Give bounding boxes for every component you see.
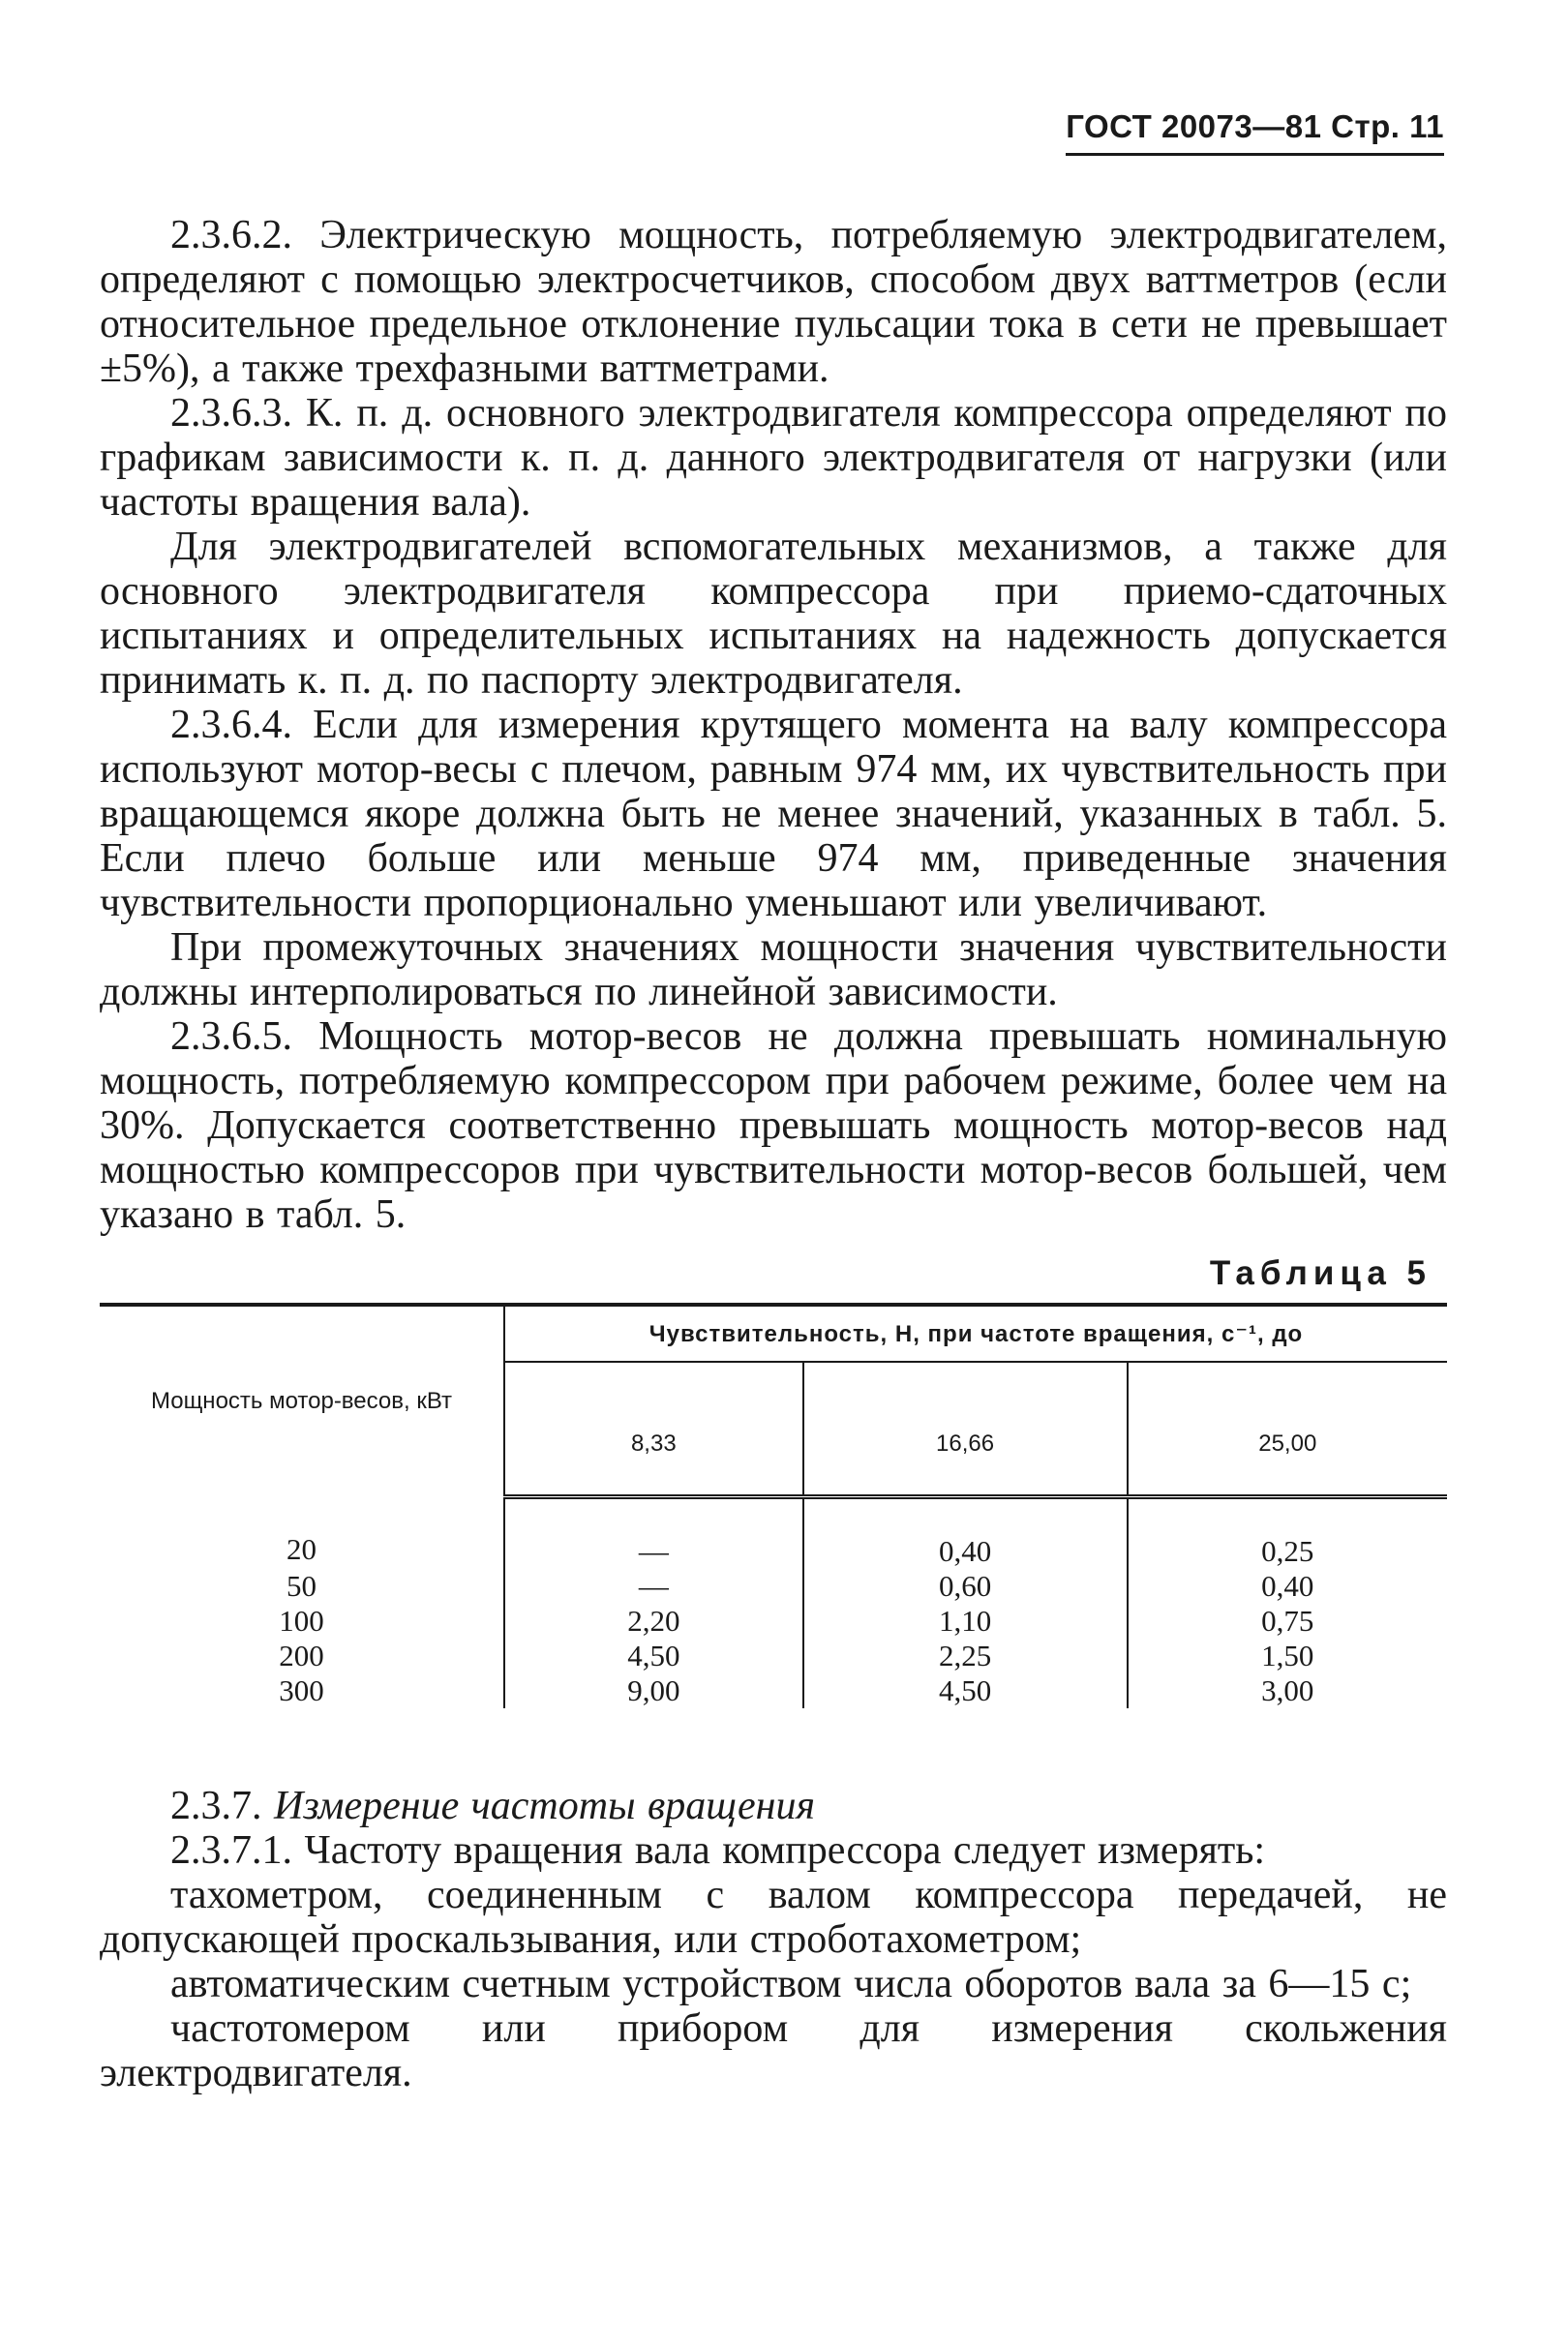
table-row xyxy=(100,1497,1447,1570)
paragraph-interpolation-note: При промежуточных значениях мощности значения чувствительности должны интерполироваться по линейной зависимости. xyxy=(100,925,1447,1014)
table-header-power: Мощность мотор-весов, кВт xyxy=(100,1305,504,1497)
paragraph-2-3-7-1: 2.3.7.1. Частоту вращения вала компрессора следует измерять: xyxy=(170,1828,1266,1873)
table-cell: 0,60 xyxy=(803,1569,1128,1604)
table-cell: 3,00 xyxy=(1261,1673,1314,1707)
table-cell: 50 xyxy=(100,1569,504,1604)
table-cell: 4,50 xyxy=(504,1639,803,1673)
table-caption: Таблица 5 xyxy=(1209,1254,1432,1292)
table-row xyxy=(100,1604,1447,1639)
paragraph-2-3-6-5: 2.3.6.5. Мощность мотор-весов не должна превышать номинальную мощность, потребляемую компрессором при рабочем режиме, более чем на 30%. Допускается соответственно превышать мощность мотор-весов над мощностью компрессоров при чувствительности мотор-весов большей, чем указано в табл. 5. xyxy=(100,1014,1447,1237)
paragraph-2-3-6-3: 2.3.6.3. К. п. д. основного электродвигателя компрессора определяют по графикам зависимости к. п. д. данного электродвигателя от нагрузки (или частоты вращения вала). xyxy=(100,391,1447,525)
section-number: 2.3.7. xyxy=(170,1784,262,1828)
paragraph-2-3-6-4: 2.3.6.4. Если для измерения крутящего момента на валу компрессора используют мотор-весы с плечом, равным 974 мм, их чувствительность при вращающемся якоре должна быть не менее значений, указанных в табл. 5. Если плечо больше или меньше 974 мм, приведенные значения чувствительности пропорционально уменьшают или увеличивают. xyxy=(100,703,1447,925)
list-item-frequency-meter: частотомером или прибором для измерения скольжения электродвигателя. xyxy=(100,2006,1447,2095)
section-title: Измерение частоты вращения xyxy=(274,1784,816,1828)
table-row xyxy=(100,1673,1447,1708)
table-cell: 100 xyxy=(100,1604,504,1639)
table-cell: 4,50 xyxy=(803,1673,1128,1708)
table-cell: 1,10 xyxy=(803,1604,1128,1639)
table-subheader-2: 16,66 xyxy=(803,1362,1128,1497)
table-cell: — xyxy=(504,1569,803,1604)
list-item-counter: автоматическим счетным устройством числа оборотов вала за 6—15 с; xyxy=(170,1962,1412,2006)
table-cell: 0,25 xyxy=(1261,1534,1314,1568)
page-content xyxy=(100,213,1447,2095)
table-row xyxy=(100,1569,1447,1604)
table-header-sensitivity: Чувствительность, Н, при частоте вращения, с⁻¹, до xyxy=(504,1305,1447,1362)
table-cell: 1,50 xyxy=(1261,1639,1314,1672)
table-cell: 0,40 xyxy=(803,1497,1128,1570)
paragraph-efficiency-note: Для электродвигателей вспомогательных механизмов, а также для основного электродвигателя компрессора при приемо-сдаточных испытаниях и определительных испытаниях на надежность допускается принимать к. п. д. по паспорту электродвигателя. xyxy=(100,525,1447,703)
section-heading-2-3-7 xyxy=(100,1784,1447,1828)
sensitivity-table xyxy=(100,1303,1447,1708)
table-cell: — xyxy=(504,1497,803,1570)
table-subheader-1: 8,33 xyxy=(504,1362,803,1497)
table-cell: 20 xyxy=(100,1497,504,1570)
table-cell: 0,40 xyxy=(1261,1569,1314,1603)
table-cell: 2,25 xyxy=(803,1639,1128,1673)
paragraph-2-3-6-2: 2.3.6.2. Электрическую мощность, потребляемую электродвигателем, определяют с помощью электросчетчиков, способом двух ваттметров (если относительное предельное отклонение пульсации тока в сети не превышает ±5%), а также трехфазными ваттметрами. xyxy=(100,213,1447,391)
page-header: ГОСТ 20073—81 Стр. 11 xyxy=(1066,108,1444,156)
table-cell: 2,20 xyxy=(504,1604,803,1639)
table-cell: 9,00 xyxy=(504,1673,803,1708)
table-row xyxy=(100,1639,1447,1673)
table-cell: 300 xyxy=(100,1673,504,1708)
table-cell: 0,75 xyxy=(1261,1604,1314,1638)
table-subheader-3: 25,00 xyxy=(1128,1362,1447,1497)
list-item-tachometer: тахометром, соединенным с валом компрессора передачей, не допускающей проскальзывания, или стробoтахометром; xyxy=(100,1873,1447,1962)
table-cell: 200 xyxy=(100,1639,504,1673)
